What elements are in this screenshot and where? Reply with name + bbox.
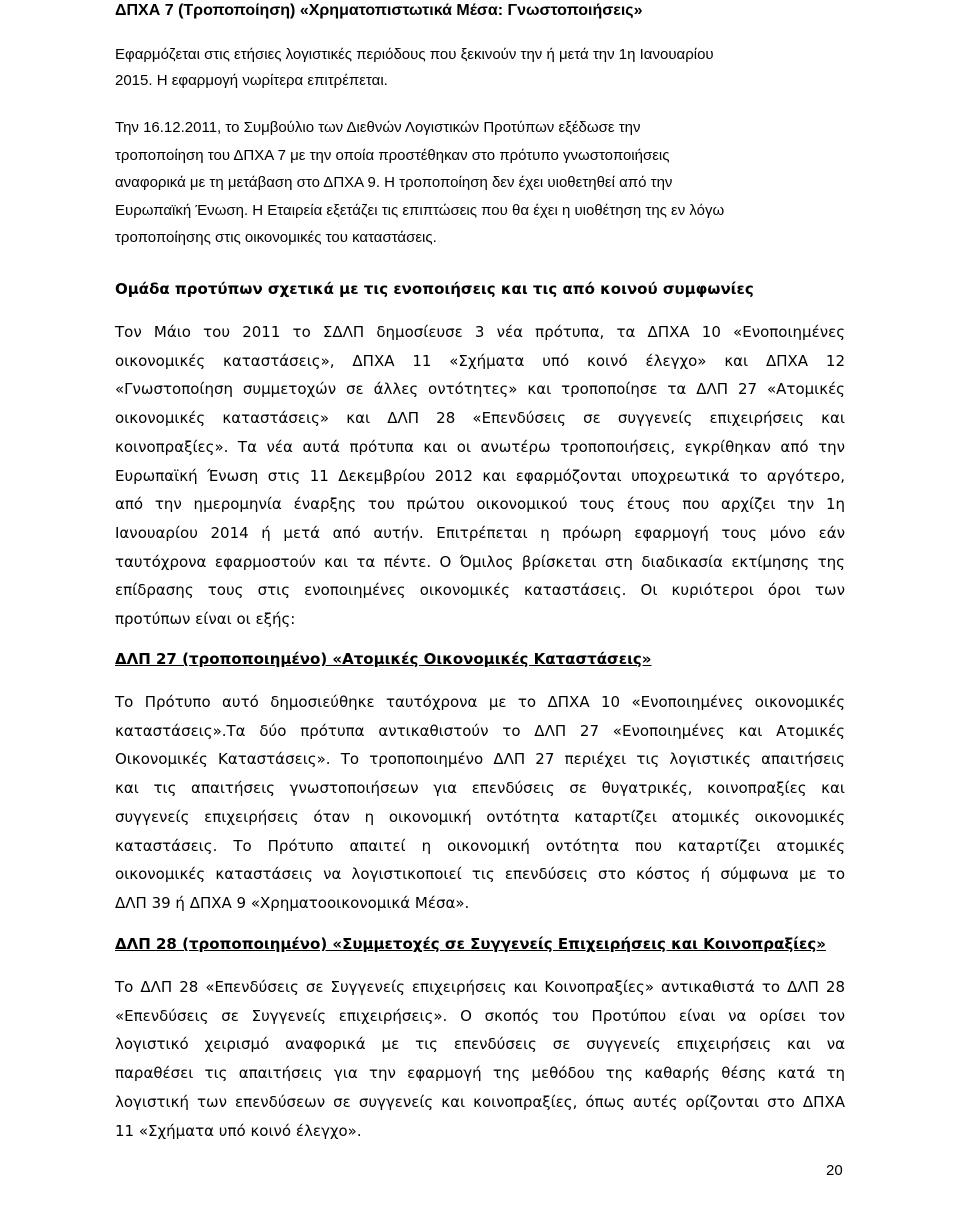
text-line: τροποποίησης στις οικονομικές του καταστάσεις. bbox=[115, 229, 437, 246]
text-line: «Επενδύσεις σε Συγγενείς επιχειρήσεις». Ο σκοπός του Προτύπου είναι να ορίσει τον bbox=[115, 1006, 845, 1025]
text-line: λογιστικό χειρισμό αναφορικά με τις επενδύσεις σε συγγενείς επιχειρήσεις και να bbox=[115, 1035, 845, 1054]
text-line: επίδρασης τους στις ενοποιημένες οικονομικές καταστάσεις. Οι κυριότεροι όροι των bbox=[115, 581, 845, 600]
paragraph-ifrs7-amendment bbox=[115, 114, 845, 252]
text-line: Ευρωπαϊκή Ένωση στις 11 Δεκεμβρίου 2012 και εφαρμόζονται υποχρεωτικά το αργότερο, bbox=[115, 466, 845, 485]
paragraph-ias28 bbox=[115, 973, 845, 1145]
text-line: Το Πρότυπο αυτό δημοσιεύθηκε ταυτόχρονα με το ΔΠΧΑ 10 «Ενοποιημένες οικονομικές bbox=[115, 693, 845, 711]
text-line: και τις απαιτήσεις γνωστοποιήσεων για επενδύσεις σε θυγατρικές, κοινοπραξίες και bbox=[115, 779, 845, 798]
text-line: συγγενείς επιχειρήσεις όταν η οικονομική οντότητα καταρτίζει ατομικές οικονομικές bbox=[115, 807, 845, 826]
text-line: Εφαρμόζεται στις ετήσιες λογιστικές περιόδους που ξεκινούν την ή μετά την 1η Ιανουαρίου bbox=[115, 46, 714, 63]
text-line: οικονομικές καταστάσεις» και ΔΛΠ 28 «Επενδύσεις σε συγγενείς επιχειρήσεις και bbox=[115, 409, 845, 428]
text-line: Τον Μάιο του 2011 το ΣΔΛΠ δημοσίευσε 3 νέα πρότυπα, τα ΔΠΧΑ 10 «Ενοποιημένες bbox=[115, 323, 845, 341]
text-line: τροποποίηση του ΔΠΧΑ 7 με την οποία προστέθηκαν στο πρότυπο γνωστοποιήσεις bbox=[115, 146, 670, 164]
text-line: 2015. Η εφαρμογή νωρίτερα επιτρέπεται. bbox=[115, 72, 388, 89]
text-line: οικονομικές καταστάσεις να λογιστικοποιεί τις επενδύσεις στο κόστος ή σύμφωνα με το bbox=[115, 865, 845, 884]
text-line: Οικονομικές Καταστάσεις». Το τροποποιημένο ΔΛΠ 27 περιέχει τις λογιστικές απαιτήσεις bbox=[115, 750, 845, 769]
text-line: λογιστική των επενδύσεων σε συγγενείς και κοινοπραξίες, όπως αυτές ορίζονται στο ΔΠΧΑ bbox=[115, 1092, 845, 1111]
section-heading-ias28: ΔΛΠ 28 (τροποποιημένο) «Συμμετοχές σε Συγγενείς Επιχειρήσεις και Κοινοπραξίες» bbox=[115, 935, 826, 953]
text-line: 11 «Σχήματα υπό κοινό έλεγχο». bbox=[115, 1121, 362, 1140]
section-heading-ifrs7: ΔΠΧΑ 7 (Τροποποίηση) «Χρηματοπιστωτικά Μέσα: Γνωστοποιήσεις» bbox=[115, 2, 643, 19]
text-line: καταστάσεις».Τα δύο πρότυπα αντικαθιστούν το ΔΛΠ 27 «Ενοποιημένες και Ατομικές bbox=[115, 721, 845, 740]
text-line: ΔΛΠ 39 ή ΔΠΧΑ 9 «Χρηματοοικονομικά Μέσα». bbox=[115, 893, 470, 912]
page-number: 20 bbox=[826, 1162, 843, 1179]
text-line: «Γνωστοποίηση συμμετοχών σε άλλες οντότητες» και τροποποίησε τα ΔΛΠ 27 «Ατομικές bbox=[115, 380, 845, 399]
paragraph-consolidation-standards bbox=[115, 318, 845, 634]
text-line: Ιανουαρίου 2014 ή μετά από αυτήν. Επιτρέπεται η πρόωρη εφαρμογή τους μόνο εάν bbox=[115, 523, 845, 542]
paragraph-ias27 bbox=[115, 688, 845, 918]
text-line: κοινοπραξίες». Τα νέα αυτά πρότυπα και οι ανωτέρω τροποποιήσεις, εγκρίθηκαν από την bbox=[115, 437, 845, 456]
text-line: ταυτόχρονα εφαρμοστούν και τα πέντε. Ο Όμιλος βρίσκεται στη διαδικασία εκτίμησης της bbox=[115, 552, 845, 571]
text-line: προτύπων είναι οι εξής: bbox=[115, 610, 296, 629]
text-line: από την ημερομηνία έναρξης του πρώτου οικονομικού τους έτους που αρχίζει την 1η bbox=[115, 495, 845, 514]
section-heading-ias27: ΔΛΠ 27 (τροποποιημένο) «Ατομικές Οικονομικές Καταστάσεις» bbox=[115, 650, 652, 668]
text-line: Το ΔΛΠ 28 «Επενδύσεις σε Συγγενείς επιχειρήσεις και Κοινοπραξίες» αντικαθιστά το ΔΛΠ 28 bbox=[115, 978, 845, 996]
text-line: καταστάσεις. Το Πρότυπο απαιτεί η οικονομική οντότητα που καταρτίζει ατομικές bbox=[115, 836, 845, 855]
text-line: παραθέσει τις απαιτήσεις για την εφαρμογή της μεθόδου της καθαρής θέσης κατά τη bbox=[115, 1064, 845, 1083]
text-line: Την 16.12.2011, το Συμβούλιο των Διεθνών Λογιστικών Προτύπων εξέδωσε την bbox=[115, 119, 641, 136]
section-heading-consolidation-group: Ομάδα προτύπων σχετικά με τις ενοποιήσεις και τις από κοινού συμφωνίες bbox=[115, 280, 754, 298]
text-line: αναφορικά με τη μετάβαση στο ΔΠΧΑ 9. Η τροποποίηση δεν έχει υιοθετηθεί από την bbox=[115, 174, 673, 191]
paragraph-effective-date bbox=[115, 42, 845, 94]
text-line: οικονομικές καταστάσεις», ΔΠΧΑ 11 «Σχήματα υπό κοινό έλεγχο» και ΔΠΧΑ 12 bbox=[115, 351, 845, 370]
text-line: Ευρωπαϊκή Ένωση. Η Εταιρεία εξετάζει τις επιπτώσεις που θα έχει η υιοθέτηση της εν λόγω bbox=[115, 201, 725, 219]
